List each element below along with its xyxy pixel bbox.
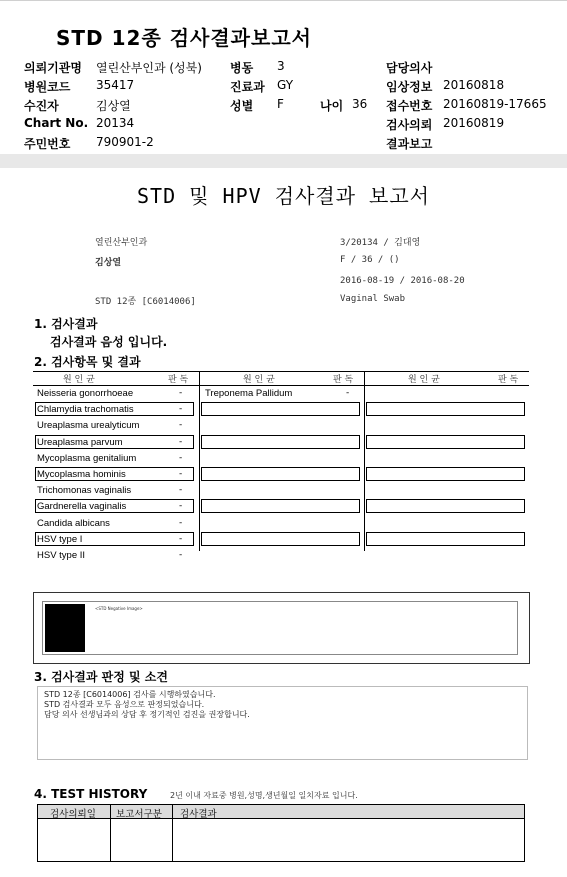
pathogen-result: - — [346, 388, 350, 398]
report-title: STD 및 HPV 검사결과 보고서 — [137, 184, 430, 208]
empty-result-box — [366, 467, 525, 481]
header-value: 790901-2 — [96, 135, 154, 149]
col-result-3: 판 독 — [498, 375, 519, 385]
grid-divider — [364, 371, 365, 551]
pathogen-name: Mycoplasma genitalium — [37, 452, 137, 464]
pathogen-result: - — [179, 469, 183, 479]
col-result-2: 판 독 — [333, 375, 354, 385]
header-value: 36 — [352, 97, 368, 111]
section1-title: 1. 검사결과 — [34, 317, 98, 331]
pathogen-result: - — [179, 436, 183, 447]
pathogen-result: - — [179, 388, 183, 398]
col-pathogen-3: 원 인 균 — [408, 375, 440, 385]
result-row-box — [35, 467, 194, 481]
result-row-box — [35, 499, 194, 513]
pathogen-name: HSV type I — [37, 533, 83, 545]
header-label: 성별 — [230, 99, 254, 113]
history-divider — [110, 805, 111, 861]
header-value: 20134 — [96, 116, 135, 130]
pathogen-name: Ureaplasma urealyticum — [37, 420, 140, 432]
header-value: 20160818 — [443, 78, 505, 92]
header-value: F — [277, 97, 284, 111]
header-value: 3 — [277, 59, 285, 73]
header-value: 20160819 — [443, 116, 505, 130]
empty-result-box — [366, 532, 525, 546]
pathogen-result: - — [179, 501, 183, 512]
pathogen-result: - — [179, 517, 183, 528]
header-label: 접수번호 — [386, 99, 433, 113]
sex-age: F / 36 / () — [340, 255, 400, 265]
section2-title: 2. 검사항목 및 결과 — [34, 355, 141, 369]
pathogen-name: Gardnerella vaginalis — [37, 501, 127, 513]
result-image — [42, 601, 518, 655]
pathogen-result: - — [179, 404, 183, 415]
section-divider — [0, 154, 567, 168]
test-code: STD 12종 [C6014006] — [95, 297, 196, 307]
section3-title: 3. 검사결과 판정 및 소견 — [34, 670, 168, 684]
grid-divider — [199, 371, 200, 551]
pathogen-result: - — [179, 485, 183, 496]
header-label: 검사의뢰 — [386, 118, 433, 132]
pathogen-name: Treponema Pallidum — [205, 388, 293, 399]
header-label: 수진자 — [24, 99, 59, 113]
section4-title: 4. TEST HISTORY — [34, 787, 148, 801]
header-label: 병동 — [230, 61, 254, 75]
header-label: 의뢰기관명 — [24, 61, 82, 75]
empty-result-box — [201, 532, 360, 546]
empty-result-box — [366, 499, 525, 513]
section1-result: 검사결과 음성 입니다. — [50, 335, 168, 349]
pathogen-result: - — [179, 420, 183, 431]
header-value: 35417 — [96, 78, 135, 92]
history-table — [37, 804, 525, 862]
result-row-box — [35, 402, 194, 416]
pathogen-name: Neisseria gonorrhoeae — [37, 388, 134, 399]
top-border — [0, 0, 567, 6]
history-col-type: 보고서구분 — [116, 809, 162, 820]
header-label: 결과보고 — [386, 137, 433, 151]
history-col-date: 검사의뢰일 — [50, 809, 96, 820]
empty-result-box — [366, 402, 525, 416]
header-label: 나이 — [320, 99, 344, 113]
header-label: 진료과 — [230, 80, 265, 94]
pathogen-name: Mycoplasma hominis — [37, 469, 126, 480]
pathogen-result: - — [179, 550, 183, 560]
pathogen-name: Chlamydia trachomatis — [37, 404, 134, 416]
gel-image — [45, 604, 85, 652]
empty-result-box — [201, 435, 360, 449]
comment-line: 담당 의사 선생님과의 상담 후 정기적인 검진을 권장합니다. — [44, 710, 250, 719]
empty-result-box — [201, 402, 360, 416]
header-label: 주민번호 — [24, 137, 71, 151]
header-value: 열린산부인과 (성북) — [96, 61, 202, 75]
header-title: STD 12종 검사결과보고서 — [56, 26, 312, 50]
pathogen-name: Ureaplasma parvum — [37, 436, 123, 448]
history-col-result: 검사결과 — [180, 809, 217, 820]
comment-line: STD 검사결과 모두 음성으로 판정되었습니다. — [44, 700, 205, 709]
result-row-box — [35, 532, 194, 546]
header-value: GY — [277, 78, 294, 92]
pathogen-name: Candida albicans — [37, 517, 110, 529]
pathogen-result: - — [179, 452, 183, 463]
history-divider — [172, 805, 173, 861]
header-value: 20160819-17665 — [443, 97, 547, 111]
header-value: 김상열 — [96, 99, 131, 113]
col-pathogen-2: 원 인 균 — [243, 375, 275, 385]
empty-result-box — [201, 467, 360, 481]
pathogen-result: - — [179, 533, 183, 544]
grid-header — [33, 371, 529, 386]
header-label: Chart No. — [24, 116, 89, 130]
result-row-box — [35, 435, 194, 449]
image-caption: <STD Negative Image> — [95, 606, 143, 611]
col-result-1: 판 독 — [168, 375, 189, 385]
header-label: 임상정보 — [386, 80, 433, 94]
header-label: 병원코드 — [24, 80, 71, 94]
specimen: Vaginal Swab — [340, 294, 406, 304]
pathogen-name: Trichomonas vaginalis — [37, 485, 132, 497]
history-note: 2년 이내 자료중 병원,성명,생년월일 일치자료 입니다. — [170, 791, 358, 800]
col-pathogen-1: 원 인 균 — [63, 375, 95, 385]
comment-line: STD 12종 [C6014006] 검사를 시행하였습니다. — [44, 690, 216, 699]
empty-result-box — [201, 499, 360, 513]
chart-doctor: 3/20134 / 김대영 — [340, 238, 421, 248]
pathogen-name: HSV type II — [37, 550, 86, 561]
comment-box — [37, 686, 528, 760]
patient-name: 김상열 — [95, 258, 122, 268]
test-dates: 2016-08-19 / 2016-08-20 — [340, 276, 465, 286]
result-image-frame — [33, 592, 530, 664]
empty-result-box — [366, 435, 525, 449]
header-label: 담당의사 — [386, 61, 433, 75]
clinic-name: 열린산부인과 — [95, 238, 148, 248]
